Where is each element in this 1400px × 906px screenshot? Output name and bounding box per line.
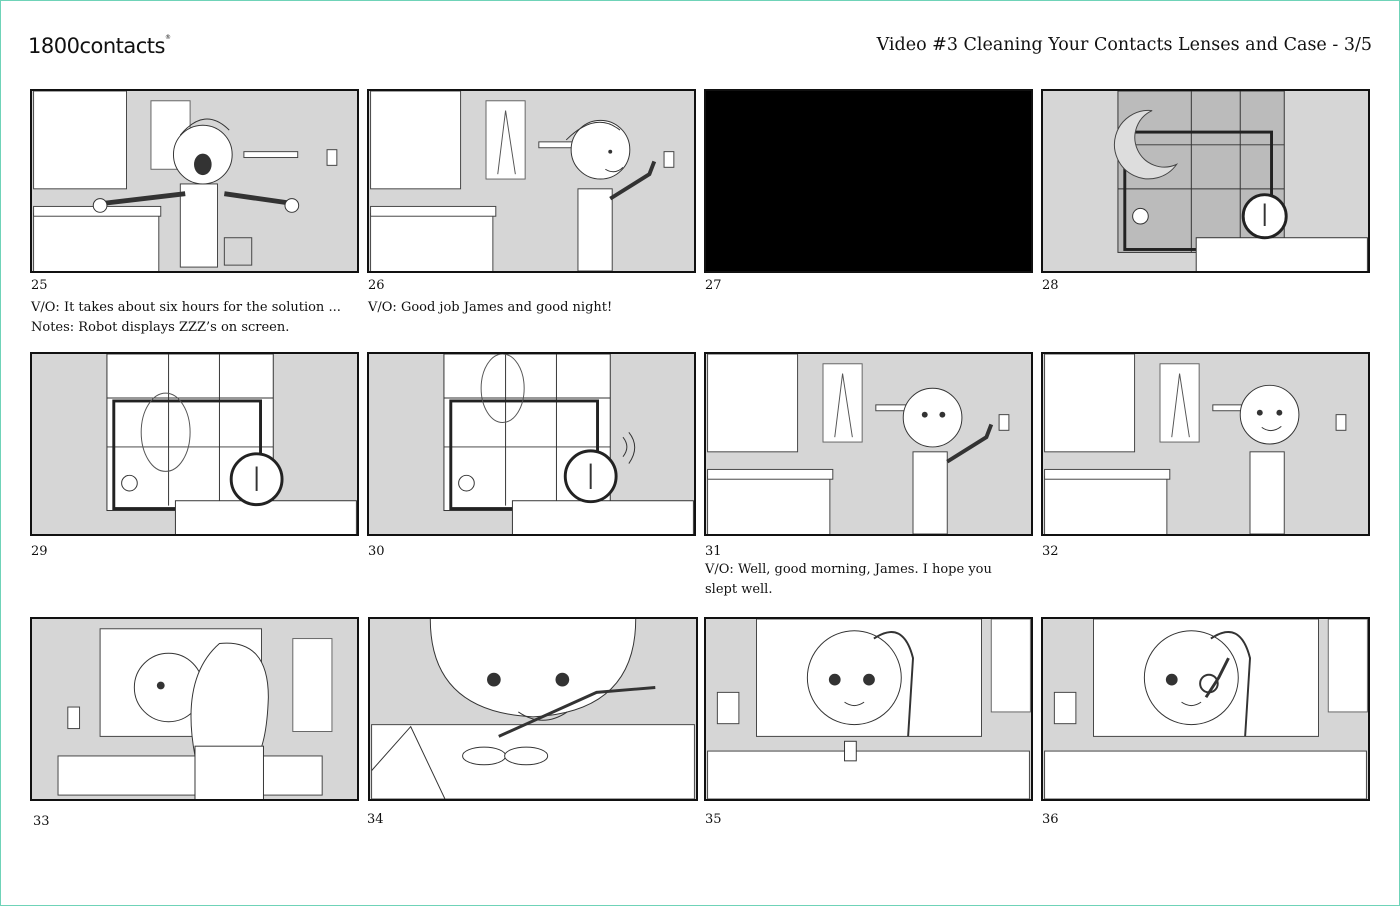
storyboard-panel-36	[1041, 617, 1370, 801]
storyboard-panel-34	[368, 617, 698, 801]
brand-logo: 1800contacts®	[28, 34, 171, 58]
panel-number: 27	[705, 278, 722, 293]
mirror-lens-insert-sketch	[706, 619, 1031, 799]
panel-number: 26	[368, 278, 385, 293]
storyboard-panel-35	[704, 617, 1033, 801]
panel-number: 33	[33, 814, 50, 829]
panel-number: 34	[367, 812, 384, 827]
panel-number: 36	[1042, 812, 1059, 827]
panel-caption: Notes: Robot displays ZZZ’s on screen.	[31, 320, 290, 335]
bathroom-yawn-sketch	[32, 91, 357, 271]
storyboard-panel-27	[704, 89, 1033, 273]
storyboard-panel-25	[30, 89, 359, 273]
panel-number: 32	[1042, 544, 1059, 559]
storyboard-panel-26	[367, 89, 696, 273]
storyboard-panel-33	[30, 617, 359, 801]
panel-number: 25	[31, 278, 48, 293]
storyboard-panel-30	[367, 352, 696, 536]
page-title: Video #3 Cleaning Your Contacts Lenses and Case - 3/5	[876, 35, 1372, 55]
storyboard-panel-28	[1041, 89, 1370, 273]
storyboard-panel-31	[704, 352, 1033, 536]
bathroom-smile-sketch	[1043, 354, 1368, 534]
mirror-lens-eye-sketch	[1043, 619, 1368, 799]
bathroom-lightswitch-sketch	[369, 91, 694, 271]
panel-number: 35	[705, 812, 722, 827]
day-window-clock-sketch	[32, 354, 357, 534]
panel-caption: V/O: Well, good morning, James. I hope you	[705, 562, 992, 577]
panel-number: 29	[31, 544, 48, 559]
panel-number: 31	[705, 544, 722, 559]
panel-caption: slept well.	[705, 582, 773, 597]
panel-number: 28	[1042, 278, 1059, 293]
storyboard-panel-32	[1041, 352, 1370, 536]
panel-number: 30	[368, 544, 385, 559]
night-window-clock-sketch	[1043, 91, 1368, 271]
mirror-reflection-sketch	[32, 619, 357, 799]
day-window-clock-ringing-sketch	[369, 354, 694, 534]
bathroom-morning-sketch	[706, 354, 1031, 534]
closeup-lens-case-sketch	[370, 619, 696, 799]
storyboard-panel-29	[30, 352, 359, 536]
panel-caption: V/O: It takes about six hours for the solution ...	[31, 300, 341, 315]
panel-caption: V/O: Good job James and good night!	[368, 300, 613, 315]
